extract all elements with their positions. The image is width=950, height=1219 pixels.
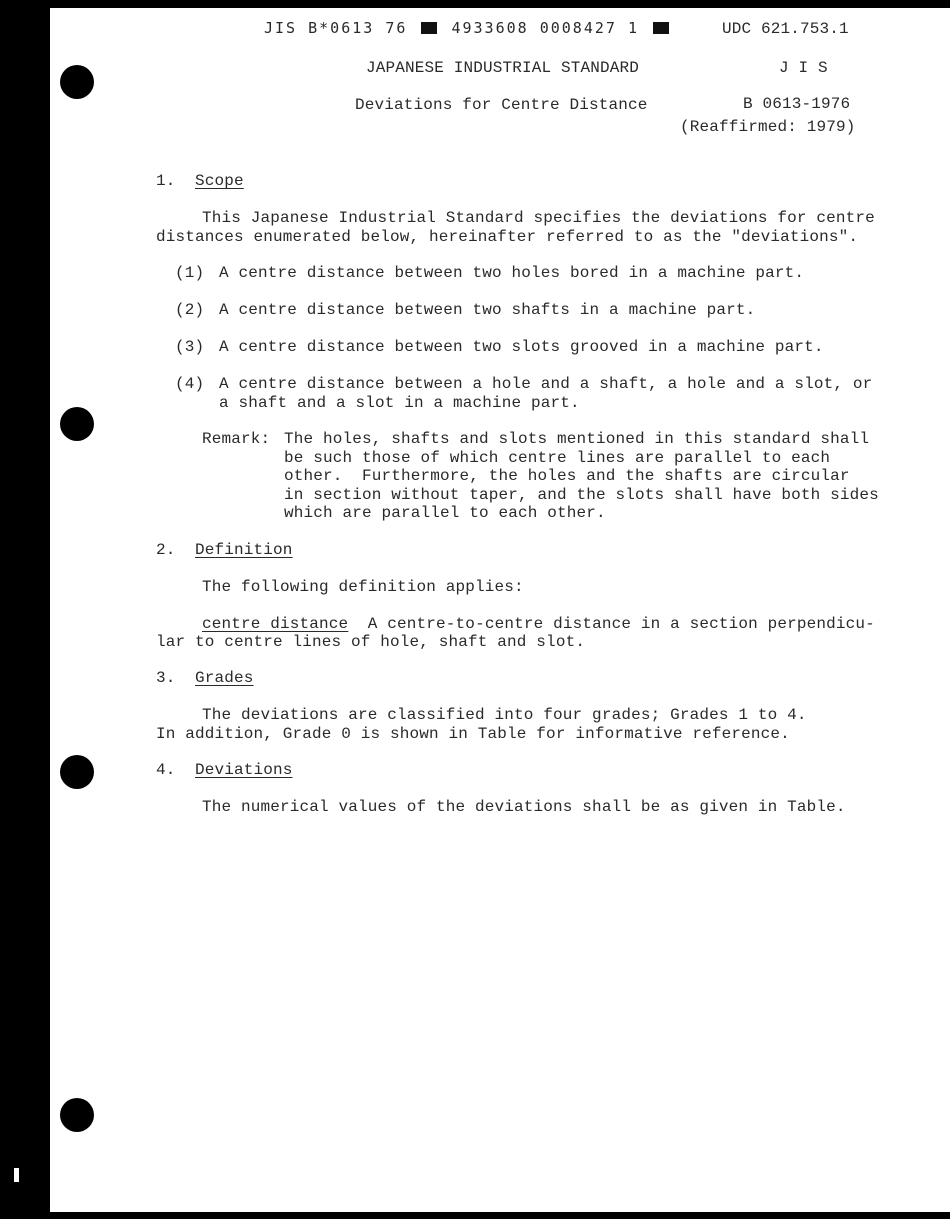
definition-text-1: A centre-to-centre distance in a section perpendicu- <box>367 615 875 633</box>
scope-item-4-text-line-1: A centre distance between a hole and a shaft, a hole and a slot, or <box>219 375 873 393</box>
remark-label: Remark: <box>202 430 271 448</box>
punch-hole-4 <box>60 1098 94 1132</box>
section-number: 1. <box>156 172 176 190</box>
scope-item-4-text-line-2: a shaft and a slot in a machine part. <box>219 394 580 412</box>
section-title: Deviations <box>195 761 293 779</box>
remark-line-4: in section without taper, and the slots shall have both sides <box>284 486 879 504</box>
catalog-code-line <box>264 19 672 38</box>
scope-item-1-text: A centre distance between two holes bored in a machine part. <box>219 264 805 282</box>
scope-intro-line-1: This Japanese Industrial Standard specifies the deviations for centre <box>202 209 875 227</box>
grades-line-2: In addition, Grade 0 is shown in Table for informative reference. <box>156 725 790 743</box>
scan-border-bottom <box>0 1212 950 1219</box>
standard-org: JAPANESE INDUSTRIAL STANDARD <box>366 59 640 77</box>
scope-intro-line-2: distances enumerated below, hereinafter referred to as the "deviations". <box>156 228 859 246</box>
scope-item-3-number: (3) <box>175 338 205 356</box>
deviations-line-1: The numerical values of the deviations shall be as given in Table. <box>202 798 846 816</box>
section-title: Grades <box>195 669 254 687</box>
section-number: 4. <box>156 761 176 779</box>
grades-line-1: The deviations are classified into four grades; Grades 1 to 4. <box>202 706 807 724</box>
scan-mark <box>14 1168 19 1182</box>
remark-line-2: be such those of which centre lines are parallel to each <box>284 449 831 467</box>
document-title: Deviations for Centre Distance <box>355 96 648 114</box>
section-number: 2. <box>156 541 176 559</box>
section-definition-heading <box>156 541 293 560</box>
definition-line-1 <box>202 615 875 634</box>
scope-item-1-number: (1) <box>175 264 205 282</box>
section-scope-heading <box>156 172 244 191</box>
definition-line-2: lar to centre lines of hole, shaft and slot. <box>156 633 586 651</box>
scope-item-2-text: A centre distance between two shafts in a machine part. <box>219 301 756 319</box>
reaffirmed-date: (Reaffirmed: 1979) <box>680 118 856 136</box>
catalog-code-a: JIS B*0613 76 <box>264 19 408 37</box>
scope-item-3-text: A centre distance between two slots grooved in a machine part. <box>219 338 824 356</box>
scope-item-4-number: (4) <box>175 375 205 393</box>
punch-hole-2 <box>60 407 94 441</box>
remark-line-1: The holes, shafts and slots mentioned in this standard shall <box>284 430 870 448</box>
jis-mark: J I S <box>779 59 828 77</box>
section-deviations-heading <box>156 761 293 780</box>
definition-term: centre distance <box>202 615 349 633</box>
remark-line-5: which are parallel to each other. <box>284 504 606 522</box>
redaction-block-1 <box>421 22 437 34</box>
section-number: 3. <box>156 669 176 687</box>
redaction-block-2 <box>653 22 669 34</box>
punch-hole-1 <box>60 65 94 99</box>
section-title: Scope <box>195 172 244 190</box>
section-title: Definition <box>195 541 293 559</box>
scope-item-2-number: (2) <box>175 301 205 319</box>
remark-line-3: other. Furthermore, the holes and the shafts are circular <box>284 467 850 485</box>
punch-hole-3 <box>60 755 94 789</box>
scan-border-top <box>0 0 950 8</box>
definition-intro: The following definition applies: <box>202 578 524 596</box>
standard-number: B 0613-1976 <box>743 95 851 113</box>
scan-border-left <box>0 0 50 1219</box>
catalog-code-b: 4933608 0008427 1 <box>451 19 639 37</box>
section-grades-heading <box>156 669 254 688</box>
udc-number: UDC 621.753.1 <box>722 20 849 38</box>
